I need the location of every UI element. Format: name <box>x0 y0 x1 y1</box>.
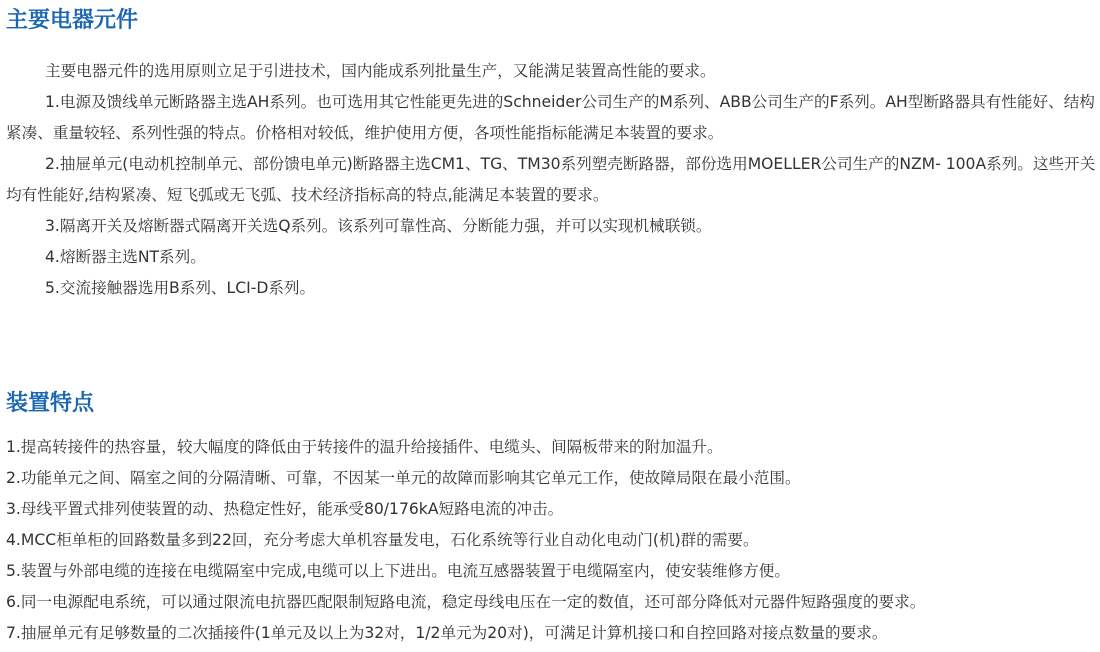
feature-item-3: 3.母线平置式排列使装置的动、热稳定性好，能承受80/176kA短路电流的冲击。 <box>6 500 564 518</box>
feature-item-1: 1.提高转接件的热容量，较大幅度的降低由于转接件的温升给接插件、电缆头、间隔板带来的附加温升。 <box>6 438 723 456</box>
feature-item-2: 2.功能单元之间、隔室之间的分隔清晰、可靠，不因某一单元的故障而影响其它单元工作，使故障局限在最小范围。 <box>6 469 801 487</box>
feature-item-7: 7.抽屉单元有足够数量的二次插接件(1单元及以上为32对，1/2单元为20对)，可满足计算机接口和自控回路对接点数量的要求。 <box>6 624 888 642</box>
component-paragraph-2: 2.抽屉单元(电动机控制单元、部份馈电单元)断路器主选CM1、TG、TM30系列塑壳断路器，部份选用MOELLER公司生产的NZM- 100A系列。这些开关均有性能好,结构紧凑、短飞弧或无飞弧、技术经济指标高的特点,能满足本装置的要求。 <box>6 155 1096 204</box>
component-paragraph-4: 4.熔断器主选NT系列。 <box>45 248 206 266</box>
intro-paragraph: 主要电器元件的选用原则立足于引进技术，国内能成系列批量生产，又能满足装置高性能的要求。 <box>45 62 716 80</box>
feature-item-6: 6.同一电源配电系统，可以通过限流电抗器匹配限制短路电流，稳定母线电压在一定的数值，还可部分降低对元器件短路强度的要求。 <box>6 593 926 611</box>
section-title-main-components: 主要电器元件 <box>6 8 139 33</box>
component-paragraph-5: 5.交流接触器选用B系列、LCI-D系列。 <box>45 279 316 297</box>
feature-item-4: 4.MCC柜单柜的回路数量多到22回，充分考虑大单机容量发电，石化系统等行业自动化电动门(机)群的需要。 <box>6 531 759 549</box>
section-title-device-features: 装置特点 <box>6 391 95 416</box>
device-features-body <box>6 432 1098 649</box>
main-components-body <box>6 56 1098 304</box>
component-paragraph-3: 3.隔离开关及熔断器式隔离开关选Q系列。该系列可靠性高、分断能力强，并可以实现机械联锁。 <box>45 217 712 235</box>
component-paragraph-1: 1.电源及馈线单元断路器主选AH系列。也可选用其它性能更先进的Schneider公司生产的M系列、ABB公司生产的F系列。AH型断路器具有性能好、结构紧凑、重量较轻、系列性强的特点。价格相对较低，维护使用方便，各项性能指标能满足本装置的要求。 <box>6 93 1095 142</box>
feature-item-5: 5.装置与外部电缆的连接在电缆隔室中完成,电缆可以上下进出。电流互感器装置于电缆隔室内，使安装维修方便。 <box>6 562 790 580</box>
